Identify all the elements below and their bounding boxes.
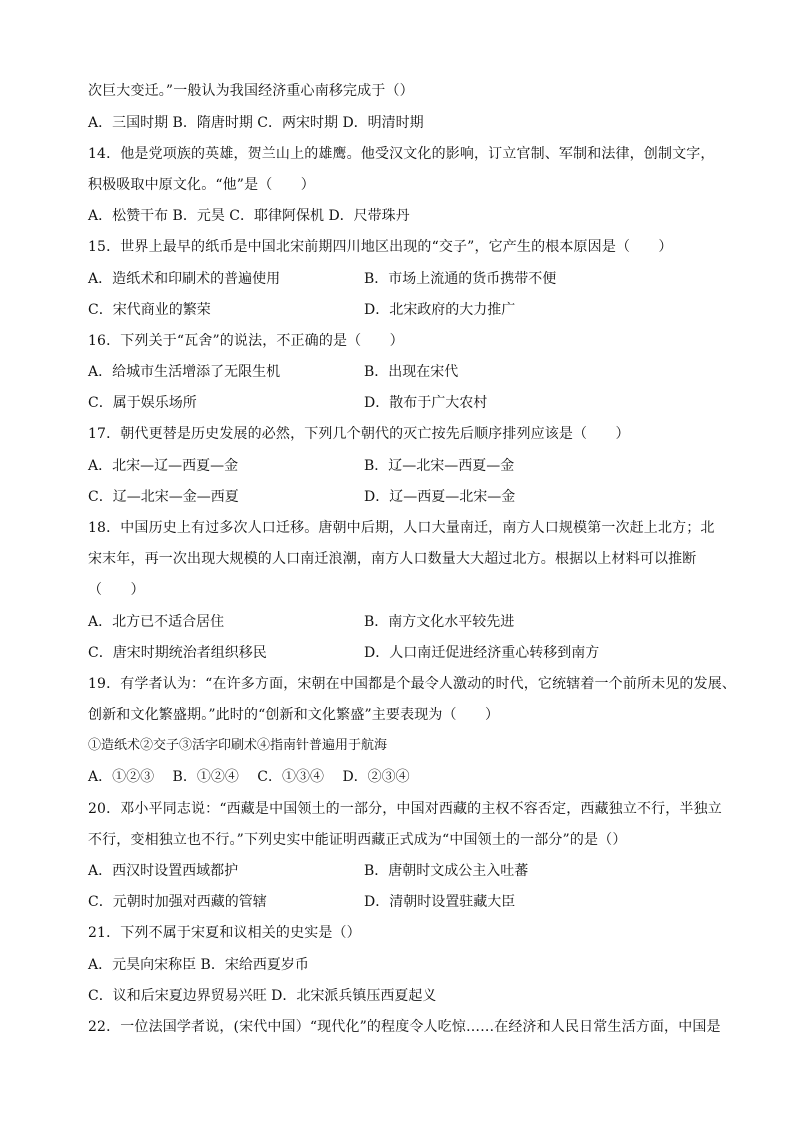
q17-option-a: A．北宋—辽—西夏—金: [88, 458, 239, 474]
q21-options-ab: A．元昊向宋称臣 B．宋给西夏岁币: [88, 957, 309, 973]
q17-option-d: D．辽—西夏—北宋—金: [364, 489, 516, 505]
q20-option-b: B．唐朝时文成公主入吐蕃: [364, 863, 529, 879]
q21-stem: 21．下列不属于宋夏和议相关的史实是（）: [88, 925, 361, 941]
q18-stem-line-1: 18．中国历史上有过多次人口迁移。唐朝中后期，人口大量南迁，南方人口规模第一次赶上北方；北: [88, 520, 715, 536]
q18-stem-line-2: 宋末年，再一次出现大规模的人口南迁浪潮，南方人口数量大大超过北方。根据以上材料可以推断: [88, 551, 697, 567]
q16-option-a: A．给城市生活增添了无限生机: [88, 364, 281, 380]
q19-options: A．①②③ B．①②④ C．①③④ D．②③④: [88, 769, 410, 785]
q21-options-cd: C．议和后宋夏边界贸易兴旺 D．北宋派兵镇压西夏起义: [88, 988, 437, 1004]
q15-option-d: D．北宋政府的大力推广: [364, 302, 516, 318]
q16-stem: 16．下列关于“瓦舍”的说法，不正确的是（ ）: [88, 333, 404, 349]
q15-option-c: C．宋代商业的繁荣: [88, 302, 211, 318]
q14-stem-line-2: 积极吸取中原文化。“他”是（ ）: [88, 177, 315, 193]
q20-option-c: C．元朝时加强对西藏的管辖: [88, 894, 267, 910]
q16-option-c: C．属于娱乐场所: [88, 395, 197, 411]
q14-options: A．松赞干布 B．元昊 C．耶律阿保机 D．尺带珠丹: [88, 208, 410, 224]
q15-stem: 15．世界上最早的纸币是中国北宋前期四川地区出现的“交子”，它产生的根本原因是（ ）: [88, 239, 673, 255]
q15-option-b: B．市场上流通的货币携带不便: [364, 271, 557, 287]
q19-stem-line-1: 19．有学者认为：“在许多方面，宋朝在中国都是个最令人激动的时代，它统辖着一个前所未见的发展、: [88, 676, 737, 692]
q20-stem-line-1: 20．邓小平同志说：“西藏是中国领土的一部分，中国对西藏的主权不容否定，西藏独立不行，半独立: [88, 801, 722, 817]
q18-option-b: B．南方文化水平较先进: [364, 614, 515, 630]
q17-option-b: B．辽—北宋—西夏—金: [364, 458, 515, 474]
q18-stem-line-3: （ ）: [88, 582, 145, 598]
q18-option-a: A．北方已不适合居住: [88, 614, 225, 630]
q17-stem: 17．朝代更替是历史发展的必然，下列几个朝代的灭亡按先后顺序排列应该是（ ）: [88, 426, 630, 442]
q14-stem-line-1: 14．他是党项族的英雄，贺兰山上的雄鹰。他受汉文化的影响，订立官制、军制和法律，创制文字，: [88, 146, 715, 162]
q17-option-c: C．辽—北宋—金—西夏: [88, 489, 239, 505]
q15-option-a: A．造纸术和印刷术的普遍使用: [88, 271, 281, 287]
q16-option-b: B．出现在宋代: [364, 364, 459, 380]
q13-options: A．三国时期 B．隋唐时期 C．两宋时期 D．明清时期: [88, 115, 424, 131]
q20-option-d: D．清朝时设置驻藏大臣: [364, 894, 516, 910]
q16-option-d: D．散布于广大农村: [364, 395, 488, 411]
q20-option-a: A．西汉时设置西域都护: [88, 863, 239, 879]
q19-items: ①造纸术②交子③活字印刷术④指南针普遍用于航海: [88, 738, 388, 753]
q19-stem-line-2: 创新和文化繁盛期。”此时的“创新和文化繁盛”主要表现为（ ）: [88, 707, 500, 723]
q18-option-d: D．人口南迁促进经济重心转移到南方: [364, 645, 600, 661]
q13-stem-continuation: 次巨大变迁。”一般认为我国经济重心南移完成于（）: [88, 83, 414, 99]
q22-stem: 22．一位法国学者说，(宋代中国）“现代化”的程度令人吃惊……在经济和人民日常生活方面，中国是: [88, 1019, 721, 1035]
q20-stem-line-2: 不行，变相独立也不行。”下列史实中能证明西藏正式成为“中国领土的一部分”的是（）: [88, 832, 627, 848]
q18-option-c: C．唐宋时期统治者组织移民: [88, 645, 267, 661]
